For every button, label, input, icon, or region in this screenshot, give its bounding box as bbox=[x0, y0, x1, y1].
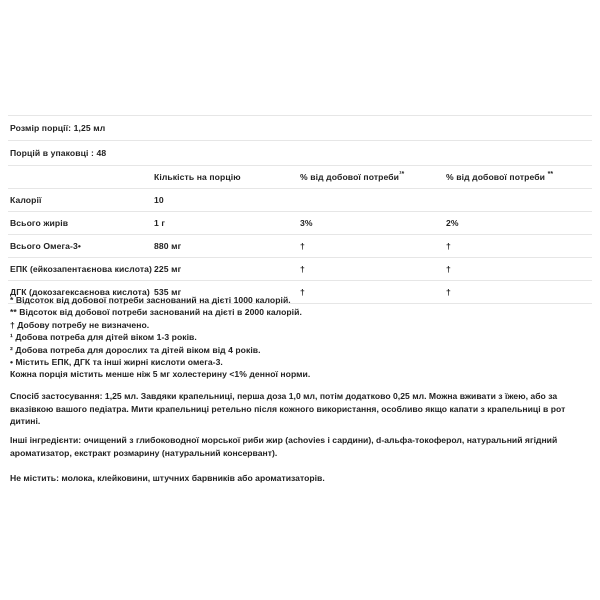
footnotes-block bbox=[10, 294, 590, 381]
nutrient-name: ДГК (докозагексаєнова кислота) bbox=[10, 287, 150, 297]
daily-value-1-superscript: ¹* bbox=[399, 171, 405, 179]
nutrient-dv1: 3% bbox=[300, 218, 313, 228]
nutrient-dv1: † bbox=[300, 264, 305, 274]
nutrient-dv2: † bbox=[446, 241, 451, 251]
serving-size-text: Розмір порції: 1,25 мл bbox=[10, 123, 106, 133]
footnote-item: • Містить ЕПК, ДГК та інші жирні кислоти омега-3. bbox=[10, 357, 223, 368]
footnote-item: † Добову потребу не визначено. bbox=[10, 319, 150, 330]
nutrient-dv2 bbox=[446, 189, 592, 212]
nutrient-amount: 535 мг bbox=[154, 287, 182, 297]
footnote-item: Кожна порція містить менше ніж 5 мг холестерину <1% денної норми. bbox=[10, 369, 311, 380]
directions-paragraph: Спосіб застосування: 1,25 мл. Завдяки крапельниці, перша доза 1,0 мл, потім додатково 0,25 мл. Можна вживати з їжею, або за вказівкою вашого педіатра. Мити крапельниці ретельно після кожного використання, особливо якщо капати з крапельниці в рот дитині. bbox=[10, 391, 566, 427]
daily-value-2-superscript: ** bbox=[547, 171, 554, 179]
footnote-item: ** Відсоток від добової потреби заснований на дієті в 2000 калорій. bbox=[10, 307, 302, 318]
nutrient-name: ЕПК (ейкозапентаєнова кислота) bbox=[10, 264, 152, 274]
footnote-item: ¹ Добова потреба для дітей віком 1-3 років. bbox=[10, 332, 197, 343]
daily-value-2-label: % від добової потреби bbox=[446, 172, 548, 182]
nutrient-dv2: † bbox=[446, 264, 451, 274]
servings-per-container-row bbox=[8, 141, 592, 166]
nutrient-amount: 225 мг bbox=[154, 264, 182, 274]
free-from-paragraph: Не містить: молока, клейковини, штучних барвників або ароматизаторів. bbox=[10, 473, 325, 483]
table-row bbox=[8, 235, 592, 258]
table-row bbox=[8, 189, 592, 212]
nutrient-name: Всього жирів bbox=[10, 218, 69, 228]
column-header-daily-value-2 bbox=[446, 166, 592, 189]
table-row bbox=[8, 212, 592, 235]
other-ingredients-paragraph: Інші інгредієнти: очищений з глибоководної морської риби жир (achovies і сардини), d-альфа-токоферол, натуральний ягідний ароматизатор, екстракт розмарину (натуральний консервант). bbox=[10, 435, 558, 458]
nutrient-dv1: † bbox=[300, 287, 305, 297]
serving-size-row bbox=[8, 116, 592, 141]
table-header-row bbox=[8, 166, 592, 189]
nutrient-amount: 880 мг bbox=[154, 241, 182, 251]
nutrient-dv2: † bbox=[446, 287, 451, 297]
nutrient-dv1: † bbox=[300, 241, 305, 251]
column-header-name bbox=[8, 166, 154, 189]
daily-value-1-label: % від добової потреби bbox=[300, 172, 400, 182]
nutrient-name: Калорії bbox=[10, 195, 42, 205]
nutrient-amount: 10 bbox=[154, 195, 164, 205]
nutrient-dv1 bbox=[300, 189, 446, 212]
nutrient-dv2: 2% bbox=[446, 218, 459, 228]
column-header-amount-per-serving: Кількість на порцію bbox=[154, 172, 241, 182]
footnote-item: * Відсоток від добової потреби заснований на дієті 1000 калорій. bbox=[10, 295, 291, 305]
supplement-facts-table bbox=[8, 115, 592, 304]
table-row bbox=[8, 258, 592, 281]
column-header-daily-value-1 bbox=[300, 166, 446, 189]
servings-per-container-text: Порцій в упаковці : 48 bbox=[10, 148, 107, 158]
footnote-item: ² Добова потреба для дорослих та дітей віком від 4 років. bbox=[10, 344, 261, 355]
nutrient-name: Всього Омега-3• bbox=[10, 241, 81, 251]
nutrient-amount: 1 г bbox=[154, 218, 166, 228]
